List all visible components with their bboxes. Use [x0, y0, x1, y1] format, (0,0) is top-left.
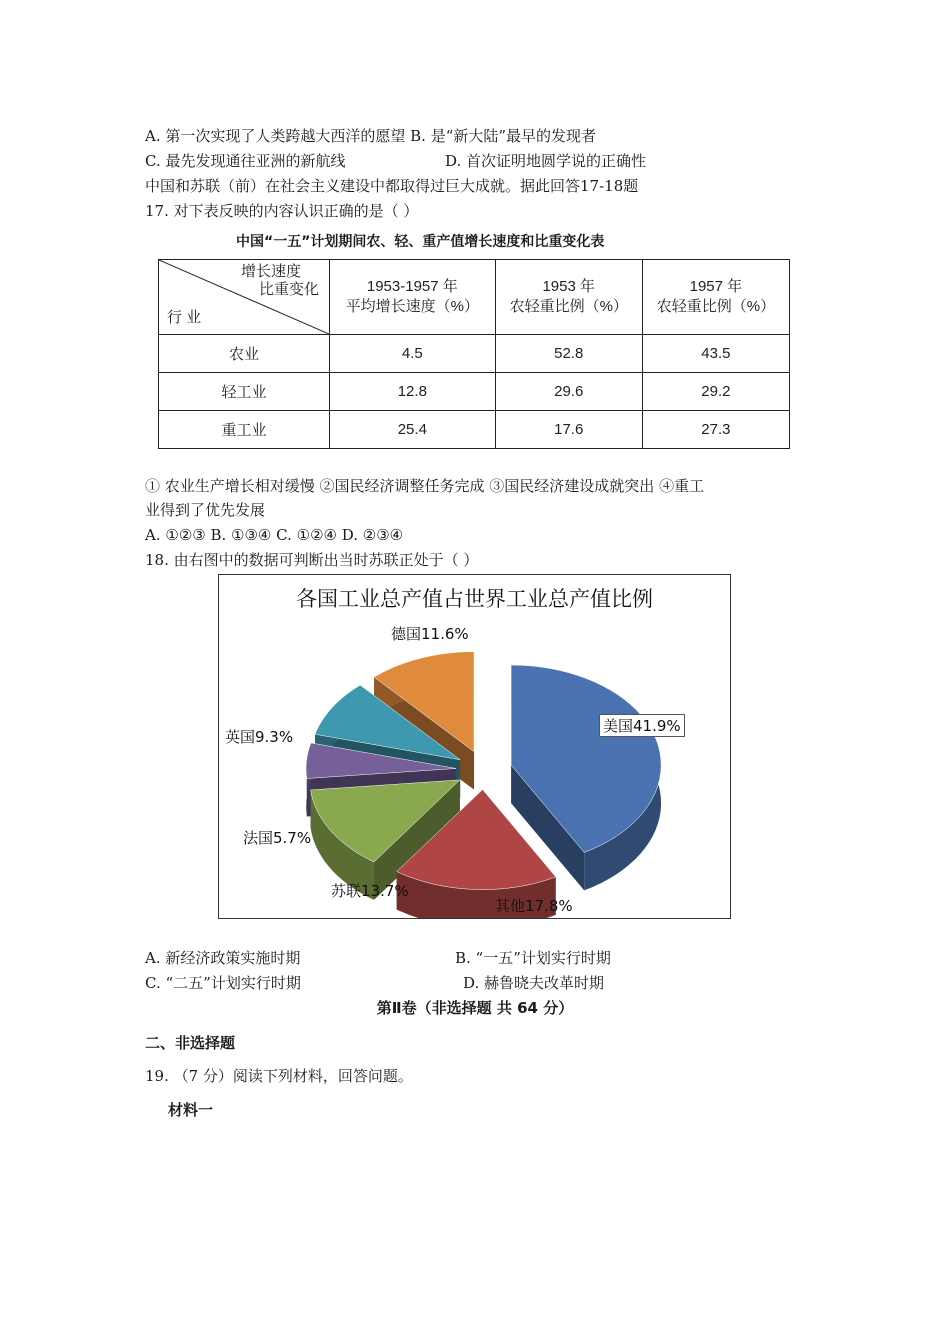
cell-value: 29.2: [642, 373, 789, 411]
label-uk: 英国9.3%: [225, 728, 294, 746]
statement-list: ① 农业生产增长相对缓慢 ②国民经济调整任务完成 ③国民经济建设成就突出 ④重工: [145, 477, 705, 495]
header-cell: [330, 260, 496, 335]
label-usa: 美国41.9%: [599, 714, 685, 737]
cell-value: 17.6: [495, 411, 642, 449]
header-line: 1953-1957 年: [366, 278, 458, 295]
pie-chart: [218, 574, 731, 919]
cell-value: 4.5: [330, 335, 496, 373]
table-row: [159, 411, 790, 449]
material-label: 材料一: [168, 1101, 214, 1119]
growth-table: [158, 259, 790, 449]
corner-cell: [159, 260, 330, 335]
row-label: 轻工业: [159, 373, 330, 411]
label-france: 法国5.7%: [243, 829, 312, 847]
cell-value: 12.8: [330, 373, 496, 411]
cell-value: 52.8: [495, 335, 642, 373]
label-others: 其他17.8%: [495, 897, 573, 915]
pie-chart-svg: [219, 575, 730, 918]
question-18: 18. 由右图中的数据可判断出当时苏联正处于（ ）: [145, 551, 479, 569]
cell-value: 27.3: [642, 411, 789, 449]
chart-title: 各国工业总产值占世界工业总产值比例: [296, 587, 653, 611]
label-germany: 德国11.6%: [391, 625, 469, 643]
table-title: 中国“一五”计划期间农、轻、重产值增长速度和比重变化表: [236, 234, 605, 250]
option-18-b: B. “一五”计划实行时期: [455, 949, 611, 967]
header-line: 农轻重比例（%）: [509, 298, 628, 315]
statement-list-cont: 业得到了优先发展: [145, 501, 266, 519]
choices-17: A. ①②③ B. ①③④ C. ①②④ D. ②③④: [145, 526, 404, 544]
cell-value: 29.6: [495, 373, 642, 411]
option-line-c: C. 最先发现通往亚洲的新航线: [145, 152, 346, 170]
option-18-a: A. 新经济政策实施时期: [145, 949, 301, 967]
row-label: 农业: [159, 335, 330, 373]
cell-value: 25.4: [330, 411, 496, 449]
table-row: [159, 373, 790, 411]
intro-text: 中国和苏联（前）在社会主义建设中都取得过巨大成就。据此回答17-18题: [145, 177, 639, 195]
cell-value: 43.5: [642, 335, 789, 373]
label-ussr: 苏联13.7%: [331, 882, 409, 900]
header-cell: [495, 260, 642, 335]
volume-title: 第Ⅱ卷（非选择题 共 64 分）: [376, 999, 574, 1017]
corner-label-share: 比重变化: [258, 281, 319, 298]
question-19: 19. （7 分）阅读下列材料，回答问题。: [145, 1067, 413, 1085]
option-18-d: D. 赫鲁晓夫改革时期: [463, 974, 605, 992]
corner-label-industry: 行 业: [167, 309, 202, 326]
header-line: 平均增长速度（%）: [345, 298, 479, 315]
question-17: 17. 对下表反映的内容认识正确的是（ ）: [145, 202, 419, 220]
header-line: 农轻重比例（%）: [656, 298, 776, 315]
corner-label-growth: 增长速度: [240, 263, 301, 280]
header-line: 1957 年: [689, 278, 743, 295]
section-heading: 二、非选择题: [145, 1034, 236, 1052]
header-line: 1953 年: [542, 278, 595, 295]
header-cell: [642, 260, 789, 335]
option-line-ab: A. 第一次实现了人类跨越大西洋的愿望 B. 是“新大陆”最早的发现者: [145, 127, 597, 145]
table-row: [159, 335, 790, 373]
row-label: 重工业: [159, 411, 330, 449]
option-line-d: D. 首次证明地圆学说的正确性: [445, 152, 647, 170]
option-18-c: C. “二五”计划实行时期: [145, 974, 301, 992]
